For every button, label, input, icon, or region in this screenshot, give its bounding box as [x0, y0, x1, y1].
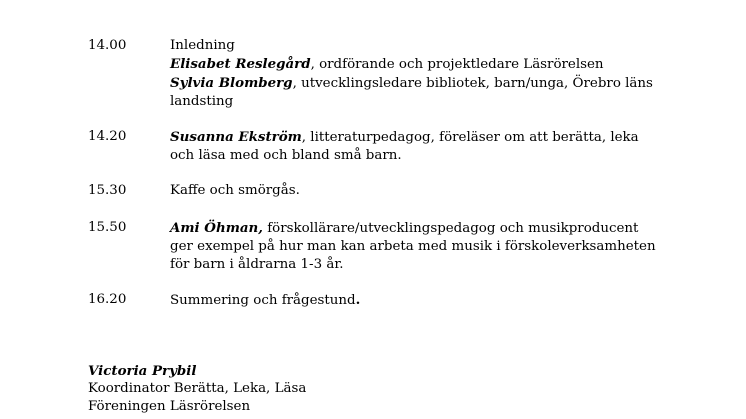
schedule-time: 14.00: [88, 38, 127, 53]
schedule-line: [170, 93, 690, 111]
schedule-line: [170, 37, 690, 55]
signature-block: [88, 362, 588, 416]
schedule-line: [170, 291, 690, 310]
schedule-text: Inledning: [170, 38, 235, 53]
schedule-text: och läsa med och bland små barn.: [170, 148, 402, 163]
schedule-line: [170, 256, 690, 274]
speaker-name: Ami Öhman,: [170, 220, 263, 236]
schedule-description: [170, 128, 690, 165]
schedule-text: , utvecklingsledare bibliotek, barn/unga, Örebro läns: [292, 76, 653, 91]
schedule-description: [170, 291, 690, 310]
schedule-description: [170, 182, 690, 200]
schedule-text: , litteraturpedagog, föreläser om att berätta, leka: [301, 130, 639, 145]
schedule-line: [170, 74, 690, 93]
schedule-description: [170, 37, 690, 111]
schedule-text: Kaffe och smörgås.: [170, 183, 300, 198]
schedule-line: [170, 147, 690, 165]
signatory-organization: Föreningen Läsrörelsen: [88, 399, 251, 414]
signatory-name: Victoria Prybil: [88, 363, 197, 379]
schedule-line: [170, 219, 690, 238]
speaker-name: Susanna Ekström: [170, 129, 302, 145]
schedule-text: för barn i åldrarna 1-3 år.: [170, 257, 344, 272]
schedule-line: [170, 182, 690, 200]
signatory-title: Koordinator Berätta, Leka, Läsa: [88, 381, 307, 396]
schedule-time: 14.20: [88, 129, 127, 144]
schedule-line: [170, 128, 690, 147]
schedule-description: [170, 219, 690, 274]
schedule-text-suffix: .: [355, 292, 361, 308]
schedule-text: ger exempel på hur man kan arbeta med musik i förskoleverksamheten: [170, 239, 656, 254]
schedule-text: , ordförande och projektledare Läsrörelsen: [310, 57, 604, 72]
speaker-name: Elisabet Reslegård: [170, 56, 311, 72]
speaker-name: Sylvia Blomberg: [170, 75, 293, 91]
schedule-time: 15.30: [88, 183, 127, 198]
schedule-text: förskollärare/utvecklingspedagog och musikproducent: [262, 221, 639, 236]
schedule-text: Summering och frågestund: [170, 293, 356, 308]
schedule-line: [170, 238, 690, 256]
schedule-time: 16.20: [88, 292, 127, 307]
schedule-text: landsting: [170, 94, 234, 109]
schedule-line: [170, 55, 690, 74]
schedule-time: 15.50: [88, 220, 127, 235]
